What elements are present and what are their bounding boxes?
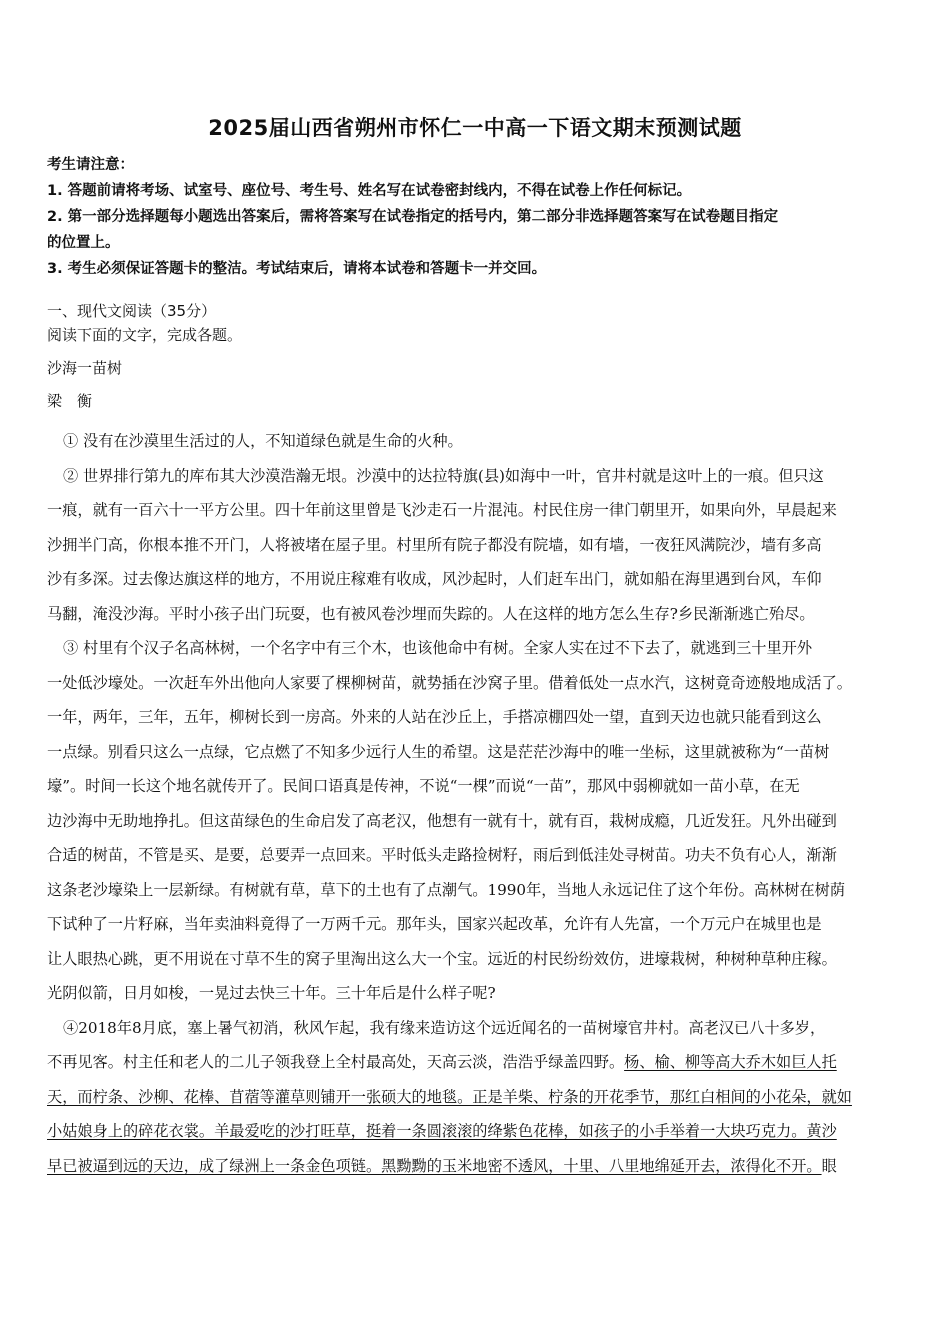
notice-heading: 考生请注意： bbox=[47, 157, 134, 173]
exam-title: 2025届山西省朔州市怀仁一中高一下语文期末预测试题 bbox=[208, 116, 742, 140]
paragraph-line: 马翻，淹没沙海。平时小孩子出门玩耍，也有被风卷沙埋而失踪的。人在这样的地方怎么生存?乡民渐渐逃亡殆尽。 bbox=[47, 604, 815, 623]
paragraph-line: 光阴似箭，日月如梭，一晃过去快三十年。三十年后是什么样子呢? bbox=[47, 984, 496, 1002]
notice-item: 3. 考生必须保证答题卡的整洁。考试结束后，请将本试卷和答题卡一并交回。 bbox=[47, 261, 547, 277]
underlined-text: 杨、榆、柳等高大乔木如巨人托 bbox=[624, 1053, 837, 1071]
section-heading: 一、现代文阅读（35分） bbox=[47, 302, 217, 320]
article-body bbox=[47, 424, 909, 1183]
article-author: 梁 衡 bbox=[47, 392, 93, 410]
exam-notice bbox=[47, 152, 907, 282]
paragraph-line: 下试种了一片籽麻，当年卖油料竟得了一万两千元。那年头，国家兴起改革，允许有人先富，一个万元户在城里也是 bbox=[47, 915, 822, 933]
paragraph-line: 壕”。时间一长这个地名就传开了。民间口语真是传神，不说“一棵”而说“一苗”，那风中弱柳就如一苗小草，在无 bbox=[47, 777, 800, 795]
article-title: 沙海一苗树 bbox=[47, 359, 123, 377]
notice-item: 2. 第一部分选择题每小题选出答案后，需将答案写在试卷指定的括号内，第二部分非选择题答案写在试卷题目指定 bbox=[47, 209, 779, 225]
paragraph-line: 合适的树苗，不管是买、是要，总要弄一点回来。平时低头走路捡树籽，雨后到低洼处寻树苗。功夫不负有心人，渐渐 bbox=[47, 846, 837, 864]
section-instruction: 阅读下面的文字，完成各题。 bbox=[47, 326, 243, 344]
line-text: 不再见客。村主任和老人的二儿子领我登上全村最高处，天高云淡，浩浩乎绿盖四野。 bbox=[47, 1053, 625, 1071]
notice-item: 1. 答题前请将考场、试室号、座位号、考生号、姓名写在试卷密封线内，不得在试卷上作任何标记。 bbox=[47, 183, 692, 199]
underlined-line: 天，而柠条、沙柳、花棒、苜蓿等灌草则铺开一张硕大的地毯。正是羊柴、柠条的开花季节，那红白相间的小花朵，就如 bbox=[47, 1087, 852, 1106]
paragraph-line bbox=[47, 1045, 909, 1080]
paragraph-line: 一痕，就有一百六十一平方公里。四十年前这里曾是飞沙走石一片混沌。村民住房一律门朝里开，如果向外，早晨起来 bbox=[47, 501, 837, 519]
paragraph-line: 一点绿。别看只这么一点绿，它点燃了不知多少远行人生的希望。这是茫茫沙海中的唯一坐标，这里就被称为“一苗树 bbox=[47, 742, 830, 761]
paragraph-line: 沙拥半门高，你根本推不开门，人将被堵在屋子里。村里所有院子都没有院墙，如有墙，一夜狂风满院沙，墙有多高 bbox=[47, 535, 822, 554]
paragraph-line: 沙有多深。过去像达旗这样的地方，不用说庄稼难有收成，风沙起时，人们赶车出门，就如船在海里遇到台风，车仰 bbox=[47, 570, 822, 588]
paragraph-line: ③ 村里有个汉子名高林树，一个名字中有三个木，也该他命中有树。全家人实在过不下去了，就逃到三十里开外 bbox=[63, 639, 813, 657]
underlined-text: 早已被逼到远的天边，成了绿洲上一条金色项链。黑黝黝的玉米地密不透风，十里、八里地绵延开去，浓得化不开。 bbox=[47, 1156, 822, 1175]
underlined-line: 小姑娘身上的碎花衣裳。羊最爱吃的沙打旺草，挺着一条圆滚滚的绛紫色花棒，如孩子的小手举着一大块巧克力。黄沙 bbox=[47, 1122, 837, 1140]
paragraph-line bbox=[47, 1149, 909, 1184]
paragraph-line: ④2018年8月底，塞上暑气初消，秋风乍起，我有缘来造访这个远近闻名的一苗树壕官井村。高老汉已八十多岁， bbox=[63, 1018, 826, 1037]
paragraph-line: 让人眼热心跳，更不用说在寸草不生的窝子里淘出这么大一个宝。远近的村民纷纷效仿，进壕栽树，种树种草种庄稼。 bbox=[47, 949, 837, 968]
paragraph-line: 边沙海中无助地挣扎。但这苗绿色的生命启发了高老汉，他想有一就有十，就有百，栽树成瘾，几近发狂。凡外出碰到 bbox=[47, 811, 837, 830]
line-text: 眼 bbox=[821, 1156, 837, 1175]
paragraph-line: 一处低沙壕处。一次赶车外出他向人家要了棵柳树苗，就势插在沙窝子里。借着低处一点水汽，这树竟奇迹般地成活了。 bbox=[47, 673, 852, 692]
paragraph-line: ② 世界排行第九的库布其大沙漠浩瀚无垠。沙漠中的达拉特旗(县)如海中一叶，官井村就是这叶上的一痕。但只这 bbox=[63, 466, 824, 485]
notice-item: 的位置上。 bbox=[47, 235, 120, 251]
paragraph-line: 这条老沙壕染上一层新绿。有树就有草，草下的土也有了点潮气。1990年，当地人永远记住了这个年份。高林树在树荫 bbox=[47, 880, 846, 899]
paragraph-line: 一年，两年，三年，五年，柳树长到一房高。外来的人站在沙丘上，手搭凉棚四处一望，直到天边也就只能看到这么 bbox=[47, 708, 822, 726]
paragraph-line: ① 没有在沙漠里生活过的人，不知道绿色就是生命的火种。 bbox=[63, 432, 463, 450]
